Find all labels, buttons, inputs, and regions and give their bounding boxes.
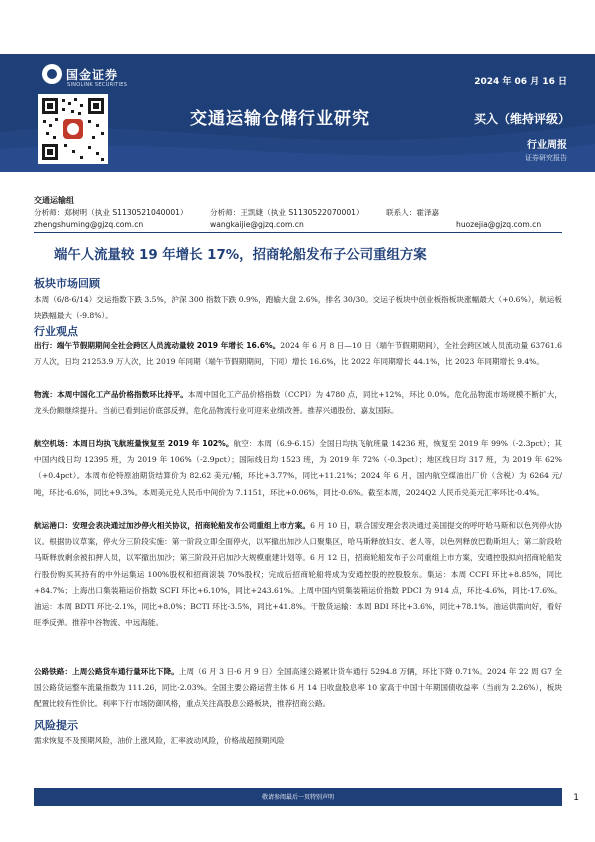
analyst-2: 分析师：王凯婕（执业 S1130522070001） bbox=[210, 208, 364, 217]
paragraph-shipping-body: 6 月 10 日，联合国安理会表决通过美国提交的呼吁哈马斯和以色列停火协议。根据协议草案，停火分三阶段实施：第一阶段立即全面停火，以军撤出加沙人口聚集区，哈马斯释放妇女、老人等，以色列释放巴勒斯坦人；第二阶段哈马斯释放剩余被扣押人员，以军撤出加沙；第三阶段开启加沙大规模重建计划等。6 月 12 日，招商轮船发布子公司重组上市方案，安通控股拟向招商轮船发行股份购买其持有的中外运集运 100%股权和招商滚装 70%股权；完成后招商轮船将成为安通控股的控股股东。集运：本周 CCFI 环比+8.85%，同比+84.7%；上海出口集装箱运价指数 SCFI 环比+6.10%，同比+243.61%。上周中国内贸集装箱运价指数 PDCI 为 914 点，环比-4.6%，同比-17.6%。油运：本周 BDTI 环比-2.1%，同比+8.0%；BCTI 环比-3.5%，同比+41.8%。干散货运输：本周 BDI 环比+3.6%，同比+78.1%。油运供需向好，看好旺季反弹。推荐中谷物流、中远海能。 bbox=[34, 521, 562, 628]
page-number: 1 bbox=[573, 793, 579, 803]
logo-name: 国金证券 bbox=[66, 67, 119, 82]
paragraph-aviation-body: 航空：本周（6.9-6.15）全国日均执飞航班量 14236 班，恢复至 2019 年 99%（-2.3pct）；其中国内线日均 12395 班，为 2019 年 106%（-2.9pct）；国际线日均 1523 班，为 2019 年 72%（-0.3pct）；地区线日均 317 班，为 2019 年 62%（+0.4pct）。本周布伦特原油期货结算价为 82.62 美元/桶，环比+3.77%，同比+11.21%；2024 年 6 月，国内航空煤油出厂价（含税）为 6264 元/吨，环比-6.6%，同比+9.3%。本周美元兑人民币中间价为 7.1151，环比+0.06%，同比-0.6%。截至本周，2024Q2 人民币兑美元汇率环比-0.4%。 bbox=[34, 439, 562, 497]
footer-bar bbox=[34, 788, 562, 806]
research-group: 交通运输组 bbox=[34, 196, 74, 205]
logo-mark-icon bbox=[42, 64, 62, 84]
section-title-industry-view: 行业观点 bbox=[34, 325, 78, 338]
email-2: wangkaijie@gjzq.com.cn bbox=[210, 220, 304, 229]
paragraph-market-review: 本周（6/8-6/14）交运指数下跌 3.5%，沪深 300 指数下跌 0.9%，跑输大盘 2.6%，排名 30/30。交运子板块中创业板指板块涨幅最大（+0.6%），航运板块跌幅最大（-9.8%）。 bbox=[34, 295, 562, 321]
section-title-risk: 风险提示 bbox=[34, 719, 78, 732]
section-title-market-review: 板块市场回顾 bbox=[34, 277, 100, 290]
paragraph-risk: 需求恢复不及预期风险，油价上涨风险，汇率波动风险，价格战超预期风险 bbox=[34, 736, 285, 745]
report-type: 行业周报 bbox=[527, 140, 567, 151]
headline: 端午人流量较 19 年增长 17%，招商轮船发布子公司重组方案 bbox=[54, 248, 427, 263]
paragraph-aviation-lead: 航空机场：本周日均执飞航班量恢复至 2019 年 102%。 bbox=[34, 439, 234, 448]
divider bbox=[34, 232, 562, 233]
qr-code-icon bbox=[38, 94, 108, 164]
paragraph-shipping-lead: 航运港口：安理会表决通过加沙停火相关协议，招商轮船发布公司重组上市方案。 bbox=[34, 521, 311, 530]
company-logo bbox=[42, 64, 118, 84]
paragraph-road-rail-body: 上周（6 月 3 日-6 月 9 日）全国高速公路累计货车通行 5294.8 万辆，环比下降 0.71%。2024 年 22 周 G7 全国公路货运整车流量指数为 111.26，同比-2.03%。全国主要公路运营主体 6 月 14 日收盘股息率 10 家高于中国十年期国债收益率（当前为 2.26%），板块配置比较有性价比。利率下行市场防御风格，重点关注高股息公路板块，推荐招商公路。 bbox=[34, 667, 562, 709]
paragraph-travel-lead: 出行：端午节假期期间全社会跨区人员流动量较 2019 年增长 16.6%。 bbox=[34, 341, 281, 350]
logo-english-name: SINOLINK SECURITIES bbox=[67, 82, 128, 88]
report-subtype: 证券研究报告 bbox=[525, 154, 567, 162]
contact-person: 联系人：霍泽嘉 bbox=[386, 208, 440, 217]
paragraph-logistics-lead: 物流：本周中国化工产品价格指数环比持平。 bbox=[34, 390, 188, 399]
email-1: zhengshuming@gjzq.com.cn bbox=[34, 220, 144, 229]
report-date: 2024 年 06 月 16 日 bbox=[474, 77, 567, 87]
paragraph-logistics bbox=[34, 387, 562, 419]
email-3: huozejia@gjzq.com.cn bbox=[456, 220, 542, 229]
analyst-1: 分析师：郑树明（执业 S1130521040001） bbox=[34, 208, 188, 217]
paragraph-aviation bbox=[34, 436, 562, 501]
paragraph-logistics-body: 本周中国化工产品价格指数（CCPI）为 4780 点，同比+12%，环比 0.0%。危化品物流市场规模不断扩大，龙头份额继续提升。当前已看到运价底部反弹，危化品物流行业可迎来业绩改善。推荐兴通股份、嘉友国际。 bbox=[34, 390, 563, 416]
paragraph-travel bbox=[34, 338, 562, 370]
paragraph-road-rail-lead: 公路铁路：上周公路货车通行量环比下降。 bbox=[34, 667, 179, 676]
paragraph-shipping bbox=[34, 518, 562, 631]
footer-disclaimer: 敬请参阅最后一页特别声明 bbox=[261, 794, 334, 801]
paragraph-road-rail bbox=[34, 664, 562, 713]
paragraph-travel-body: 2024 年 6 月 8 日—10 日（端午节假期期间），全社会跨区域人员流动量 63761.6 万人次，日均 21253.9 万人次，比 2019 年同期（端午节假期期间，下同）增长 16.6%，比 2022 年同期增长 44.1%，比 2023 年同期增长 9.4%。 bbox=[34, 341, 562, 367]
report-title: 交通运输仓储行业研究 bbox=[190, 109, 370, 129]
rating-label: 买入（维持评级） bbox=[474, 112, 571, 126]
